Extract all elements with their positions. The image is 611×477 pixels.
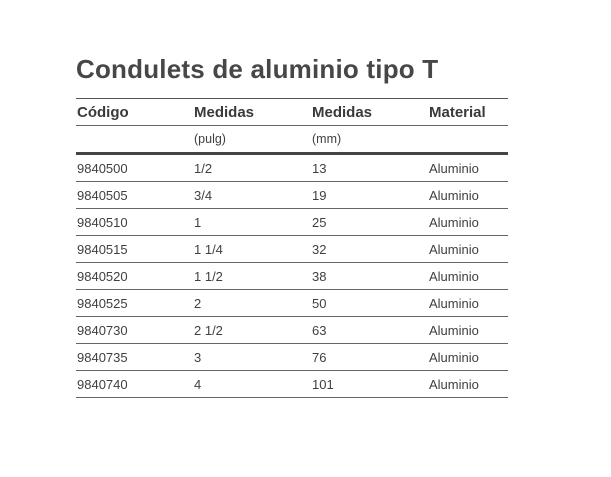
header-medidas-mm: Medidas — [311, 99, 428, 126]
cell-mm: 19 — [311, 182, 428, 209]
cell-material: Aluminio — [428, 290, 508, 317]
table-row — [76, 371, 508, 398]
cell-codigo: 9840525 — [76, 290, 193, 317]
cell-pulg: 1 — [193, 209, 311, 236]
cell-codigo: 9840505 — [76, 182, 193, 209]
cell-material: Aluminio — [428, 317, 508, 344]
table-row — [76, 263, 508, 290]
cell-mm: 101 — [311, 371, 428, 398]
cell-material: Aluminio — [428, 154, 508, 182]
cell-material: Aluminio — [428, 209, 508, 236]
page-title: Condulets de aluminio tipo T — [76, 54, 439, 84]
cell-pulg: 1 1/4 — [193, 236, 311, 263]
cell-material: Aluminio — [428, 182, 508, 209]
cell-codigo: 9840500 — [76, 154, 193, 182]
cell-pulg: 1 1/2 — [193, 263, 311, 290]
cell-codigo: 9840735 — [76, 344, 193, 371]
cell-material: Aluminio — [428, 344, 508, 371]
cell-mm: 63 — [311, 317, 428, 344]
product-table — [76, 98, 508, 398]
cell-material: Aluminio — [428, 371, 508, 398]
header-codigo: Código — [76, 99, 193, 126]
header-material: Material — [428, 99, 508, 126]
cell-pulg: 3 — [193, 344, 311, 371]
cell-material: Aluminio — [428, 263, 508, 290]
cell-pulg: 1/2 — [193, 154, 311, 182]
cell-pulg: 2 — [193, 290, 311, 317]
header-medidas-pulg: Medidas — [193, 99, 311, 126]
cell-mm: 38 — [311, 263, 428, 290]
subheader-0 — [76, 126, 193, 154]
cell-codigo: 9840515 — [76, 236, 193, 263]
cell-pulg: 4 — [193, 371, 311, 398]
cell-pulg: 2 1/2 — [193, 317, 311, 344]
cell-mm: 50 — [311, 290, 428, 317]
table-row — [76, 290, 508, 317]
cell-mm: 25 — [311, 209, 428, 236]
subheader-row — [76, 126, 508, 154]
cell-codigo: 9840740 — [76, 371, 193, 398]
cell-material: Aluminio — [428, 236, 508, 263]
table-row — [76, 344, 508, 371]
header-row — [76, 99, 508, 126]
cell-codigo: 9840730 — [76, 317, 193, 344]
table-row — [76, 209, 508, 236]
table-row — [76, 317, 508, 344]
subheader-2: (mm) — [311, 126, 428, 154]
cell-mm: 32 — [311, 236, 428, 263]
subheader-1: (pulg) — [193, 126, 311, 154]
cell-pulg: 3/4 — [193, 182, 311, 209]
cell-codigo: 9840510 — [76, 209, 193, 236]
cell-mm: 76 — [311, 344, 428, 371]
subheader-3 — [428, 126, 508, 154]
table-row — [76, 154, 508, 182]
cell-mm: 13 — [311, 154, 428, 182]
table-row — [76, 236, 508, 263]
cell-codigo: 9840520 — [76, 263, 193, 290]
table-row — [76, 182, 508, 209]
